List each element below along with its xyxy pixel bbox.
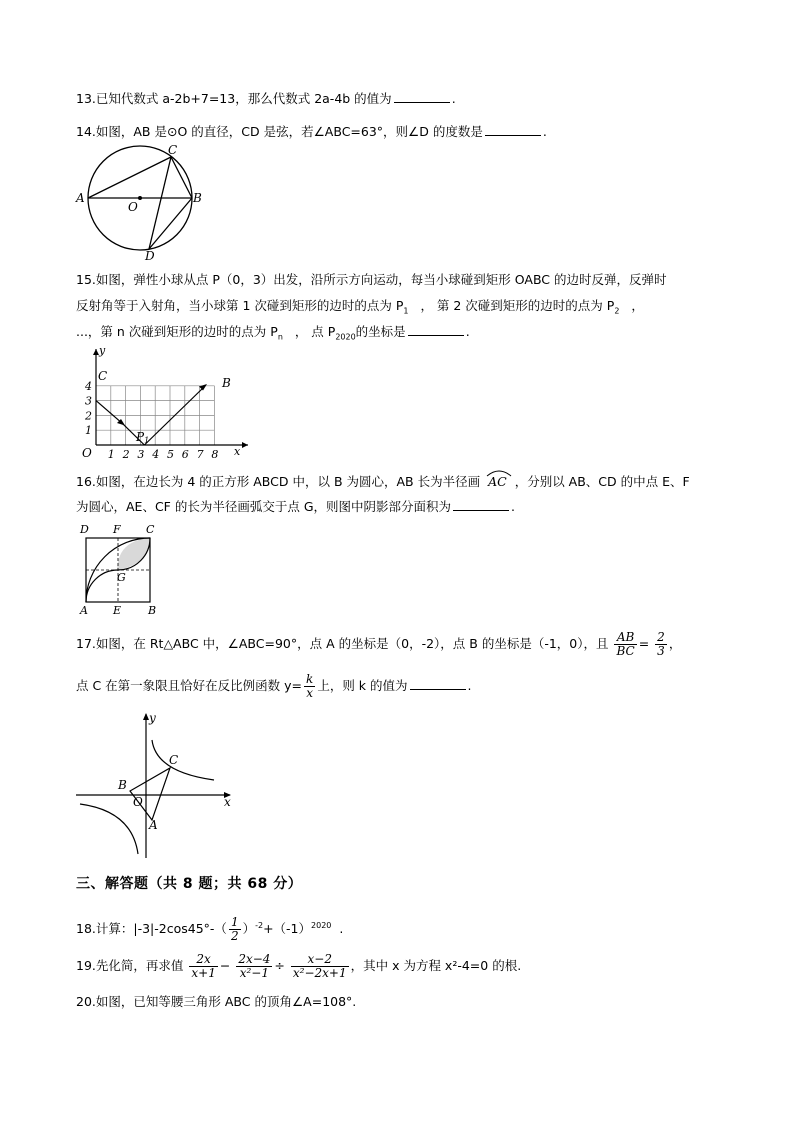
- label-c: C: [169, 753, 179, 767]
- b-label: B: [222, 376, 231, 390]
- x-tick-label: 1: [107, 448, 115, 461]
- q16-answer-blank[interactable]: [453, 498, 509, 511]
- frac-denominator: BC: [616, 644, 635, 658]
- fraction-2x-4-over-x2-1: [236, 953, 272, 980]
- label-e: E: [113, 604, 122, 617]
- q18-exponent-2: 2020: [311, 921, 332, 930]
- label-b: B: [118, 778, 127, 792]
- q13-end: .: [451, 91, 456, 106]
- q15-sub-2: 2: [614, 306, 620, 316]
- q15-end: .: [465, 324, 470, 339]
- x-tick-label: 4: [152, 448, 160, 461]
- frac-numerator: AB: [616, 630, 635, 644]
- label-d: D: [145, 249, 155, 263]
- divide-operator: ÷: [274, 958, 285, 973]
- q18-text-b: ）: [242, 921, 256, 937]
- label-a: A: [149, 818, 158, 832]
- frac-numerator: k: [306, 672, 314, 686]
- frac-denominator: x: [304, 686, 315, 700]
- q17-line2a: 点 C 在第一象限且恰好在反比例函数 y=: [76, 678, 303, 693]
- question-15-line-2: [76, 298, 644, 320]
- q15-line3b: ， 点 P: [294, 324, 336, 339]
- frac-denominator: x+1: [191, 966, 216, 980]
- label-b: B: [193, 191, 202, 205]
- fraction-2-3: [655, 631, 667, 658]
- question-16-line-2: [76, 498, 515, 515]
- question-17-line-1: [76, 628, 681, 660]
- q15-line2b: ， 第 2 次碰到矩形的边时的点为 P: [420, 298, 615, 313]
- x-tick-label: 6: [181, 448, 189, 461]
- q15-sub-2020: 2020: [335, 332, 356, 342]
- question-16-line-1: [76, 474, 690, 490]
- question-15-line-1: [76, 272, 667, 288]
- chord-ac: [88, 157, 171, 198]
- frac-numerator: 2x: [196, 952, 211, 966]
- frac-denominator: x²−2x+1: [292, 966, 347, 980]
- x-tick-label: 5: [167, 448, 174, 461]
- fraction-2x-over-x-plus-1: [189, 953, 217, 980]
- question-18: [76, 910, 343, 945]
- frac-numerator: 1: [230, 915, 239, 930]
- equals-sign: =: [638, 636, 650, 651]
- question-13: [76, 90, 456, 107]
- ball-path-3: [144, 387, 204, 445]
- q18-text-c: +（-1）: [263, 921, 312, 937]
- x-axis-label: x: [234, 445, 241, 458]
- y-tick-label: 4: [85, 379, 92, 393]
- arc-ac: [484, 474, 511, 490]
- q15-line1: 15.如图，弹性小球从点 P（0，3）出发，沿所示方向运动，每当小球碰到矩形 OABC 的边时反弹，反弹时: [76, 272, 667, 287]
- ball-path-arrow-3: [199, 384, 207, 391]
- minus-operator: −: [219, 958, 231, 973]
- y-axis-label: y: [99, 345, 106, 357]
- fraction-k-x: [304, 673, 315, 700]
- q18-text-a: 18.计算：|-3|-2cos45°-（: [76, 921, 227, 937]
- q16-line2: 为圆心，AE、CF 的长为半径画弧交于点 G，则图中阴影部分面积为: [76, 499, 452, 514]
- y-axis-label: y: [149, 711, 156, 725]
- x-tick-label: 3: [137, 448, 145, 461]
- y-tick-label: 2: [85, 409, 92, 423]
- q19-text-a: 19.先化简，再求值: [76, 958, 184, 973]
- shaded-region: [117, 538, 150, 570]
- frac-denominator: 3: [657, 644, 665, 658]
- x-tick-label: 2: [122, 448, 130, 461]
- y-tick-label: 1: [85, 424, 92, 438]
- q17-line1a: 17.如图，在 Rt△ABC 中，∠ABC=90°，点 A 的坐标是（0，-2），点 B 的坐标是（-1，0），且: [76, 636, 609, 651]
- question-14: [76, 123, 547, 140]
- label-b: B: [148, 604, 157, 617]
- q15-answer-blank[interactable]: [408, 323, 464, 336]
- arc-ac-text: AC: [488, 474, 507, 489]
- q16-line1b: ，分别以 AB、CD 的中点 E、F: [514, 474, 690, 489]
- label-o: O: [128, 200, 138, 214]
- y-tick-labels: [84, 380, 92, 437]
- fraction-1-2: [229, 916, 241, 943]
- q15-sub-1: 1: [403, 306, 409, 316]
- question-17-line-2: [76, 670, 471, 702]
- q14-circle-figure: [74, 140, 214, 264]
- arc-e: [86, 570, 118, 602]
- q13-text: 13.已知代数式 a-2b+7=13，那么代数式 2a-4b 的值为: [76, 91, 392, 106]
- fraction-ab-bc: [614, 631, 636, 658]
- label-a: A: [76, 191, 85, 205]
- x-tick-label: 7: [196, 448, 204, 461]
- question-15-line-3: [76, 323, 470, 346]
- center-point: [138, 196, 142, 200]
- q17-answer-blank[interactable]: [410, 677, 466, 690]
- q15-line2a: 反射角等于入射角，当小球第 1 次碰到矩形的边时的点为 P: [76, 298, 404, 313]
- fraction-x-2-over-quadratic: [291, 953, 349, 980]
- label-c: C: [146, 523, 155, 536]
- q16-line1a: 16.如图，在边长为 4 的正方形 ABCD 中，以 B 为圆心，AB 长为半径画: [76, 474, 481, 489]
- q15-line3a: ...，第 n 次碰到矩形的边时的点为 P: [76, 324, 278, 339]
- q19-text-b: ，其中 x 为方程 x²-4=0 的根.: [350, 958, 522, 973]
- q13-answer-blank[interactable]: [394, 90, 450, 103]
- label-a: A: [80, 604, 88, 617]
- frac-denominator: x²−1: [236, 966, 272, 980]
- q14-text: 14.如图，AB 是⊙O 的直径，CD 是弦，若∠ABC=63°，则∠D 的度数是: [76, 124, 483, 139]
- hyperbola-quadrant-3: [80, 804, 138, 854]
- arc-mark-icon: [486, 469, 512, 477]
- origin-label: O: [82, 446, 92, 460]
- label-o: O: [133, 795, 143, 809]
- q15-line3c: 的坐标是: [355, 324, 406, 339]
- x-axis-arrow: [242, 442, 248, 448]
- comma: ，: [668, 636, 682, 651]
- q17-end: .: [467, 678, 472, 693]
- frac-denominator: 2: [230, 929, 239, 944]
- label-g: G: [117, 571, 126, 584]
- q15-sub-n: n: [277, 332, 283, 342]
- q20-text: 20.如图，已知等腰三角形 ABC 的顶角∠A=108°.: [76, 994, 357, 1009]
- q18-end: .: [339, 921, 344, 937]
- question-19: [76, 950, 521, 982]
- x-tick-label: 8: [211, 448, 219, 461]
- label-f: F: [113, 523, 121, 536]
- frac-numerator: 2x−4: [238, 952, 271, 966]
- section-3-title: 三、解答题（共 8 题；共 68 分）: [76, 876, 303, 892]
- q18-exponent-1: -2: [255, 921, 264, 930]
- x-tick-labels: [108, 448, 219, 461]
- frac-numerator: x−2: [307, 952, 332, 966]
- ball-path-1: [96, 401, 123, 424]
- p1-label: P1: [136, 430, 150, 445]
- q17-line2b: 上，则 k 的值为: [317, 678, 408, 693]
- q15-line2c: ，: [631, 298, 644, 313]
- chord-cb: [171, 157, 192, 198]
- c-label: C: [98, 369, 108, 383]
- hyperbola-quadrant-1: [152, 740, 214, 780]
- q14-answer-blank[interactable]: [485, 123, 541, 136]
- q17-coordinate-figure: [72, 708, 242, 864]
- triangle-abc: [130, 768, 170, 820]
- question-20: [76, 994, 356, 1010]
- q15-grid-figure: [78, 345, 258, 463]
- frac-numerator: 2: [657, 630, 665, 644]
- q14-end: .: [542, 124, 547, 139]
- q16-square-figure: [76, 520, 166, 618]
- x-axis-label: x: [224, 795, 231, 809]
- label-d: D: [80, 523, 89, 536]
- q16-end: .: [511, 499, 515, 514]
- y-tick-label: 3: [85, 394, 92, 408]
- label-c: C: [168, 143, 178, 157]
